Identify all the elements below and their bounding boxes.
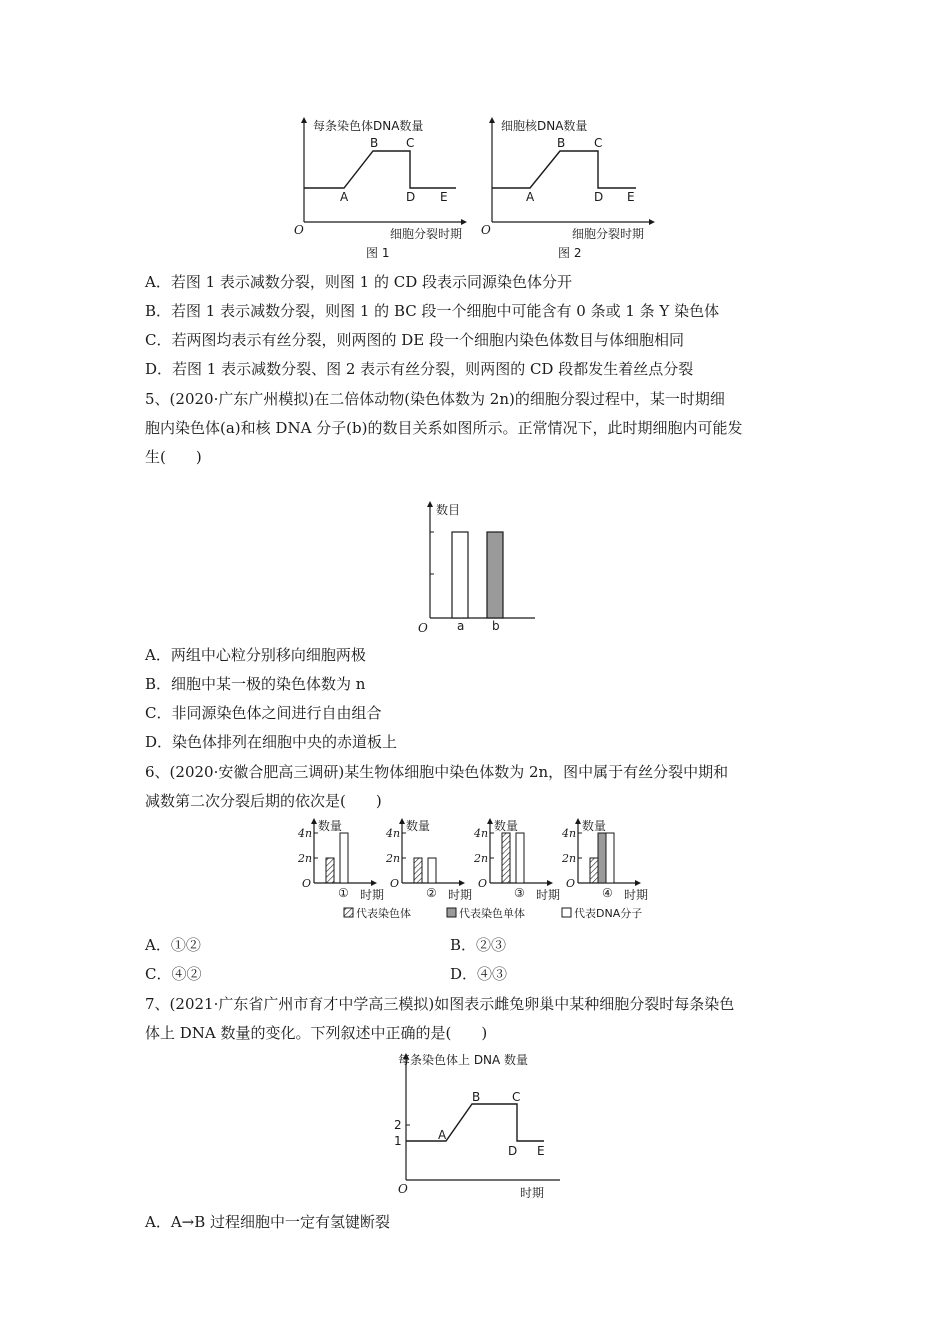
q7-stem-line-2: 体上 DNA 数量的变化。下列叙述中正确的是( ): [145, 1024, 488, 1042]
q6-panel-1-bar-3: [340, 833, 348, 883]
q5-stem-line-3: 生( ): [145, 448, 202, 466]
q7-pt-e: E: [537, 1144, 545, 1158]
q6-panel-4-label: ④: [602, 886, 613, 900]
q6-panel-4-ylabel: 数量: [582, 819, 607, 833]
q6-option-a: A．①②: [145, 936, 201, 954]
q6-panel-3-ytick-4n: 4n: [474, 827, 489, 840]
q6-panel-2-ytick-2n: 2n: [386, 852, 401, 865]
q6-panel-4-ytick-4n: 4n: [562, 827, 577, 840]
q5-option-a: A．两组中心粒分别移向细胞两极: [145, 646, 366, 664]
legend-swatch-chromatid: [447, 908, 456, 917]
fig1-pt-b: B: [370, 136, 379, 150]
fig1-pt-c: C: [406, 136, 415, 150]
fig2-pt-b: B: [557, 136, 566, 150]
q6-option-b: B．②③: [450, 936, 507, 954]
fig2-pt-d: D: [594, 190, 604, 204]
fig2-pt-a: A: [526, 190, 535, 204]
q5-ylabel: 数目: [436, 503, 461, 517]
fig1-caption: 图 1: [366, 246, 390, 260]
q6-panel-2-ylabel: 数量: [406, 819, 431, 833]
q6-stem-line-1: 6、(2020·安徽合肥高三调研)某生物体细胞中染色体数为 2n，图中属于有丝分裂中期和: [145, 763, 729, 781]
q5-option-b: B．细胞中某一极的染色体数为 n: [145, 675, 366, 693]
q7-pt-d: D: [508, 1144, 518, 1158]
q6-panel-2-origin: O: [390, 877, 400, 890]
q5-stem-line-1: 5、(2020·广东广州模拟)在二倍体动物(染色体数为 2n)的细胞分裂过程中，某一时期细: [145, 390, 725, 408]
fig1: [294, 118, 464, 260]
fig2: [481, 118, 652, 260]
q6-panel-2-xlabel: 时期: [448, 888, 473, 902]
q6-panel-1-label: ①: [338, 886, 349, 900]
q6-panel-3-ylabel: 数量: [494, 819, 519, 833]
legend-chromosome: 代表染色体: [356, 907, 411, 920]
q6-panel-3-xlabel: 时期: [536, 888, 561, 902]
fig2-xlabel: 细胞分裂时期: [572, 227, 645, 241]
q6-panel-4-bar-1: [590, 858, 598, 883]
fig2-pt-c: C: [594, 136, 603, 150]
fig2-ylabel: 细胞核DNA数量: [501, 119, 588, 133]
fig1-pt-e: E: [440, 190, 448, 204]
q4-option-b: B．若图 1 表示减数分裂，则图 1 的 BC 段一个细胞中可能含有 0 条或 1 条 Y 染色体: [145, 302, 720, 320]
q7-pt-a: A: [438, 1128, 447, 1142]
q6-panel-3-origin: O: [478, 877, 488, 890]
q6-panel-2-ytick-4n: 4n: [386, 827, 401, 840]
fig2-pt-e: E: [627, 190, 635, 204]
q5-chart: [410, 498, 540, 636]
q6-option-c: C．④②: [145, 965, 202, 983]
q6-panel-4-bar-3: [606, 833, 614, 883]
fig1-xlabel: 细胞分裂时期: [390, 227, 463, 241]
q6-panel-3-label: ③: [514, 886, 525, 900]
q6-panel-2-bar-3: [428, 858, 436, 883]
legend-swatch-dna: [562, 908, 571, 917]
q5-option-d: D．染色体排列在细胞中央的赤道板上: [145, 733, 398, 751]
legend-dna: 代表DNA分子: [574, 907, 643, 920]
q6-stem-line-2: 减数第二次分裂后期的依次是( ): [145, 792, 382, 810]
q7-curve: [406, 1104, 544, 1141]
fig1-pt-d: D: [406, 190, 416, 204]
q6-panel-3-bar-1: [502, 833, 510, 883]
q5-bar-a: [452, 532, 468, 618]
q4-option-c: C．若两图均表示有丝分裂，则两图的 DE 段一个细胞内染色体数目与体细胞相同: [145, 331, 684, 349]
figure-1-2: [280, 112, 680, 262]
q6-panel-1-ylabel: 数量: [318, 819, 343, 833]
fig1-ylabel: 每条染色体DNA数量: [313, 119, 424, 133]
q7-ytick-2: 2: [394, 1118, 402, 1132]
fig2-curve: [492, 151, 636, 188]
q7-ytick-1: 1: [394, 1134, 402, 1148]
q4-option-d: D．若图 1 表示减数分裂、图 2 表示有丝分裂，则两图的 CD 段都发生着丝点分裂: [145, 360, 694, 378]
q7-origin: O: [398, 1182, 408, 1196]
q5-origin: O: [418, 621, 428, 635]
fig1-curve: [304, 151, 456, 188]
q7-xlabel: 时期: [520, 1186, 545, 1200]
q6-panel-1-origin: O: [302, 877, 312, 890]
q6-panel-1-xlabel: 时期: [360, 888, 385, 902]
q5-cat-b: b: [492, 619, 500, 633]
q7-pt-c: C: [512, 1090, 521, 1104]
q6-panel-3-ytick-2n: 2n: [474, 852, 489, 865]
q6-panel-4-xlabel: 时期: [624, 888, 649, 902]
q6-panel-1-bar-1: [326, 858, 334, 883]
q5-bar-b: [487, 532, 503, 618]
q6-panel-1-ytick-2n: 2n: [298, 852, 313, 865]
q6-panel-3-bar-3: [516, 833, 524, 883]
q6-panel-1-ytick-4n: 4n: [298, 827, 313, 840]
q6-panel-2-bar-1: [414, 858, 422, 883]
q6-panel-4-ytick-2n: 2n: [562, 852, 577, 865]
q5-cat-a: a: [457, 619, 465, 633]
legend-chromatid: 代表染色单体: [459, 907, 525, 920]
fig1-origin: O: [294, 223, 304, 237]
q7-stem-line-1: 7、(2021·广东省广州市育才中学高三模拟)如图表示雌兔卵巢中某种细胞分裂时每条染色: [145, 995, 735, 1013]
fig1-pt-a: A: [340, 190, 349, 204]
q5-stem-line-2: 胞内染色体(a)和核 DNA 分子(b)的数目关系如图所示。正常情况下，此时期细胞内可能发: [145, 419, 743, 437]
q6-chart: [292, 815, 672, 925]
legend-swatch-chromosome: [344, 908, 353, 917]
q4-option-a: A．若图 1 表示减数分裂，则图 1 的 CD 段表示同源染色体分开: [145, 273, 573, 291]
q6-panel-2-label: ②: [426, 886, 437, 900]
q7-option-a: A．A→B 过程细胞中一定有氢键断裂: [145, 1213, 391, 1231]
q7-pt-b: B: [472, 1090, 481, 1104]
q5-option-c: C．非同源染色体之间进行自由组合: [145, 704, 382, 722]
q7-ylabel: 每条染色体上 DNA 数量: [398, 1053, 529, 1067]
q6-option-d: D．④③: [450, 965, 508, 983]
q6-panel-4-origin: O: [566, 877, 576, 890]
fig2-caption: 图 2: [558, 246, 582, 260]
q7-chart: [390, 1050, 570, 1200]
fig2-origin: O: [481, 223, 491, 237]
q6-panel-4-bar-2: [598, 833, 606, 883]
